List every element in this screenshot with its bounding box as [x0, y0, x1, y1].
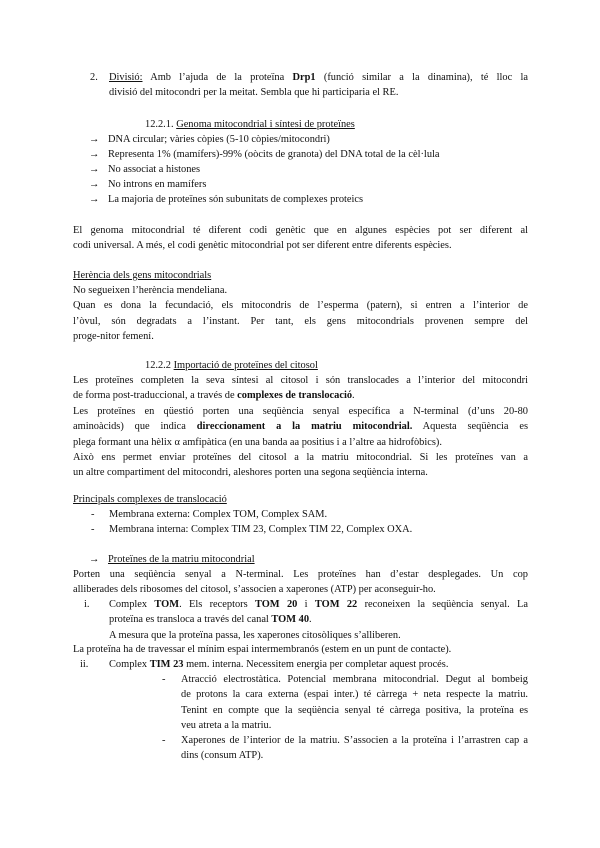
- herencia-paragraph: No segueixen l’herència mendeliana. Quan es dona la fecundació, els mitocondris de l’esperma (patern), si entren a l’interior de l’òvul, són degradats a l’instant. Per tant, els gens mitocondrials provenen sempre del proge-nitor femení.: [73, 285, 528, 343]
- arrow-item: → No introns en mamífers: [89, 177, 206, 192]
- dash-bullet: -: [91, 509, 95, 520]
- right-arrow-icon: →: [89, 149, 100, 160]
- item-2-term: Divisió:: [109, 72, 143, 83]
- complex-tom-item: Complex TOM. Els receptors TOM 20 i TOM 22 reconeixen la seqüència senyal. La proteïna es transloca a través del canal TOM 40. A mesura que la proteïna passa, les xaperones citosòliques s’alliberen.: [109, 599, 529, 641]
- right-arrow-icon: →: [89, 194, 100, 205]
- complexes-heading: Principals complexes de translocació: [73, 494, 227, 505]
- complex-tim23-item: Complex TIM 23 mem. interna. Necessitem energia per completar aquest procés.: [109, 659, 449, 670]
- arrow-item: → DNA circular; vàries còpies (5-10 còpies/mitocondri): [89, 132, 330, 147]
- section-1221-heading: 12.2.1. Genoma mitocondrial i síntesi de proteïnes: [145, 119, 355, 130]
- complex-item: Membrana externa: Complex TOM, Complex SAM.: [109, 509, 328, 520]
- dash-bullet: -: [162, 674, 166, 685]
- right-arrow-icon: →: [89, 134, 100, 145]
- section-1222-heading: 12.2.2 Importació de proteïnes del citosol: [145, 360, 318, 371]
- right-arrow-icon: →: [89, 164, 100, 175]
- roman-ii: ii.: [80, 659, 89, 670]
- matriu-title: Proteïnes de la matriu mitocondrial: [108, 554, 255, 565]
- arrow-item: → Representa 1% (mamífers)-99% (oòcits de granota) del DNA total de la cèl·lula: [89, 147, 440, 162]
- contact-point-line: La proteïna ha de travessar el mínim espai intermembranós (estem en un punt de contacte).: [73, 644, 452, 655]
- arrow-item: → No associat a histones: [89, 162, 200, 177]
- sub-item-electrostatic: Atracció electrostàtica. Potencial membrana mitocondrial. Degut al bombeig de protons la cara externa (espai inter.) té càrrega + neta respecte la matriu. Tenint en compte que la seqüència senyal té càrrega positiva, la proteïna es veu atreta a la matriu.: [181, 674, 528, 732]
- matriu-intro: Porten una seqüència senyal a N-terminal. Les proteïnes han d’estar desplegades. Un cop alliberades dels ribosomes del citosol, s’associen a xaperones (ATP) per aconseguir-ho.: [73, 569, 528, 596]
- dash-bullet: -: [162, 735, 166, 746]
- matriu-heading: [89, 552, 255, 567]
- dash-bullet: -: [91, 524, 95, 535]
- right-arrow-icon: →: [89, 554, 100, 565]
- item-2-text: [109, 70, 528, 101]
- drp1-bold: Drp1: [292, 72, 316, 83]
- section-1222-body: Les proteïnes completen la seva síntesi al citosol i són translocades a l’interior del mitocondri de forma post-traduccional, a través de complexes de translocació. Les proteïnes en qüestió porten una seqüència senyal específica a N-terminal (d’uns 20-80 aminoàcids) que indica direccionament a la matriu mitocondrial. Aquesta seqüència es plega formant una hèlix α amfipàtica (en una banda aa positius i a l’altre aa hidrofòbics). Això ens permet enviar proteïnes del citosol a la matriu mitocondrial. Si les proteïnes van a un altre compartiment del mitocondri, aleshores porten una segona seqüència interna.: [73, 375, 528, 479]
- section-1221-title: Genoma mitocondrial i síntesi de proteïnes: [176, 119, 355, 130]
- direccionament-bold: direccionament a la matriu mitocondrial.: [196, 421, 413, 433]
- right-arrow-icon: →: [89, 179, 100, 190]
- item-2-line-1: Divisió: Amb l’ajuda de la proteïna Drp1 (funció similar a la dinamina), té lloc la: [109, 72, 528, 83]
- section-1222-title: Importació de proteïnes del citosol: [173, 360, 318, 371]
- genoma-paragraph: El genoma mitocondrial té diferent codi genètic que en algunes espècies pot ser diferent al codi universal. A més, el codi genètic mitocondrial pot ser diferent entre diferents espècies.: [73, 225, 528, 252]
- item-2-number: 2.: [90, 72, 98, 83]
- sub-item-chaperones: Xaperones de l’interior de la matriu. S’associen a la proteïna i l’arrastren cap a dins (consum ATP).: [181, 735, 528, 762]
- complex-item: Membrana interna: Complex TIM 23, Complex TIM 22, Complex OXA.: [109, 524, 413, 535]
- arrow-item: → La majoria de proteïnes són subunitats de complexes proteics: [89, 192, 363, 207]
- herencia-heading: Herència dels gens mitocondrials: [73, 270, 212, 281]
- translocation-bold: complexes de translocació: [237, 390, 353, 402]
- roman-i: i.: [84, 599, 90, 610]
- item-2-line-2: divisió del mitocondri per la meitat. Sembla que hi participaria el RE.: [109, 87, 399, 99]
